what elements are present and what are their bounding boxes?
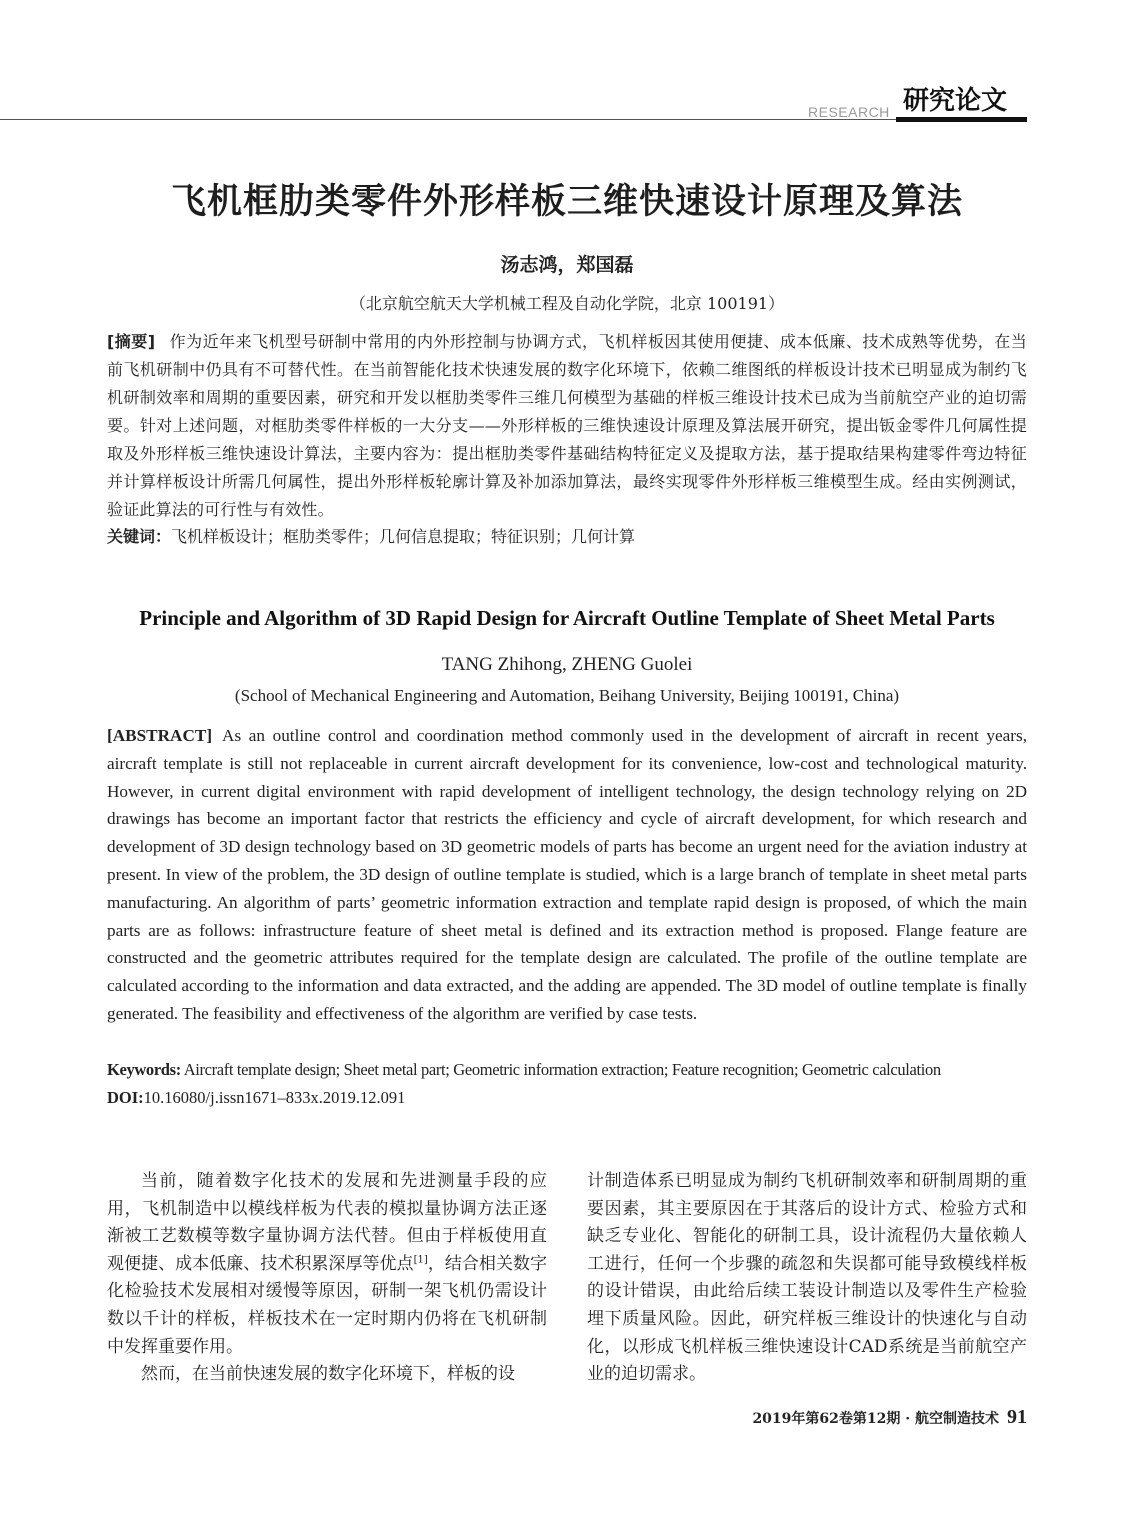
body-paragraph: 计制造体系已明显成为制约飞机研制效率和研制周期的重要因素，其主要原因在于其落后的设计方式、检验方式和缺乏专业化、智能化的研制工具，设计流程仍大量依赖人工进行，任何一个步骤的疏忽和失误都可能导致模线样板的设计错误，由此给后续工装设计制造以及零件生产检验埋下质量风险。因此，研究样板三维设计的快速化与自动化，以形成飞机样板三维快速设计CAD系统是当前航空产业的迫切需求。 <box>587 1171 1027 1385</box>
keywords-zh-text: 飞机样板设计；框肋类零件；几何信息提取；特征识别；几何计算 <box>171 527 636 546</box>
doi-text: 10.16080/j.issn1671–833x.2019.12.091 <box>143 1088 406 1107</box>
body-column-left <box>107 1168 547 1389</box>
abstract-en-text: As an outline control and coordination method commonly used in the development of aircraft in recent years, aircraft template is still not replaceable in current aircraft development for its convenience, low-cost and technological maturity. However, in current digital environment with rapid development of intelligent technology, the design technology relying on 2D drawings has become an important factor that restricts the efficiency and cycle of aircraft development, for which research and development of 3D design technology based on 3D geometric models of parts has become an urgent need for the aviation industry at present. In view of the problem, the 3D design of outline template is studied, which is a large branch of template in sheet metal parts manufacturing. An algorithm of parts’ geometric information extraction and template rapid design is proposed, of which the main parts are as follows: infrastructure feature of sheet metal is defined and its extraction method is proposed. Flange feature are constructed and the geometric attributes required for the template design are calculated. The profile of the outline template are calculated according to the information and data extracted, and the adding are appended. The 3D model of outline template is finally generated. The feasibility and effectiveness of the algorithm are verified by case tests. <box>107 726 1027 1023</box>
section-label-zh: 研究论文 <box>903 86 1008 116</box>
keywords-en <box>107 1056 1037 1083</box>
header-accent-bar <box>896 117 1027 122</box>
keywords-zh-label: 关键词： <box>107 527 172 546</box>
authors-en: TANG Zhihong, ZHENG Guolei <box>441 654 693 675</box>
body-paragraph <box>107 1168 547 1361</box>
body-paragraph: 然而，在当前快速发展的数字化环境下，样板的设 <box>141 1364 515 1385</box>
affiliation-zh: （北京航空航天大学机械工程及自动化学院，北京 100191） <box>349 294 785 313</box>
paper-title-en: Principle and Algorithm of 3D Rapid Design for Aircraft Outline Template of Sheet Metal Parts <box>139 606 995 630</box>
keywords-zh <box>107 525 1027 549</box>
citation-ref[interactable]: [1] <box>413 1254 428 1266</box>
abstract-zh <box>107 328 1027 524</box>
body-p1-text-cont: ，结合相关数字化检验技术发展相对缓慢等原因，研制一架飞机仍需设计数以千计的样板，样板技术在一定时期内仍将在飞机研制中发挥重要作用。 <box>107 1253 548 1357</box>
journal-info: 2019年第62卷第12期 · 航空制造技术 <box>752 1411 999 1427</box>
body-column-right <box>587 1168 1027 1389</box>
section-label-en: RESEARCH <box>808 104 890 120</box>
abstract-zh-text: 作为近年来飞机型号研制中常用的内外形控制与协调方式，飞机样板因其使用便捷、成本低廉、技术成熟等优势，在当前飞机研制中仍具有不可替代性。在当前智能化技术快速发展的数字化环境下，依赖二维图纸的样板设计技术已明显成为制约飞机研制效率和周期的重要因素，研究和开发以框肋类零件三维几何模型为基础的样板三维设计技术已成为当前航空产业的迫切需要。针对上述问题，对框肋类零件样板的一大分支——外形样板的三维快速设计原理及算法展开研究，提出钣金零件几何属性提取及外形样板三维快速设计算法，主要内容为：提出框肋类零件基础结构特征定义及提取方法，基于提取结果构建零件弯边特征并计算样板设计所需几何属性，提出外形样板轮廓计算及补加添加算法，最终实现零件外形样板三维模型生成。经由实例测试，验证此算法的可行性与有效性。 <box>107 332 1027 519</box>
page-number: 91 <box>1007 1406 1027 1428</box>
authors-zh: 汤志鸿，郑国磊 <box>500 254 634 276</box>
keywords-en-text: Aircraft template design; Sheet metal part; Geometric information extraction; Feature recognition; Geometric calculation <box>183 1060 941 1079</box>
page-footer <box>752 1406 1027 1429</box>
abstract-en <box>107 722 1027 1028</box>
body-p1-text: 当前，随着数字化技术的发展和先进测量手段的应用，飞机制造中以模线样板为代表的模拟量协调方法正逐渐被工艺数模等数字量协调方法代替。但由于样板使用直观便捷、成本低廉、技术积累深厚等优点 <box>107 1171 547 1274</box>
doi-label: DOI: <box>107 1088 144 1107</box>
abstract-en-label: [ABSTRACT] <box>107 726 213 745</box>
affiliation-en: (School of Mechanical Engineering and Automation, Beihang University, Beijing 100191, China) <box>234 686 900 705</box>
doi <box>107 1084 1027 1111</box>
paper-title-zh: 飞机框肋类零件外形样板三维快速设计原理及算法 <box>170 182 963 222</box>
abstract-zh-label: [摘要] <box>107 332 156 351</box>
keywords-en-label: Keywords: <box>107 1060 181 1079</box>
